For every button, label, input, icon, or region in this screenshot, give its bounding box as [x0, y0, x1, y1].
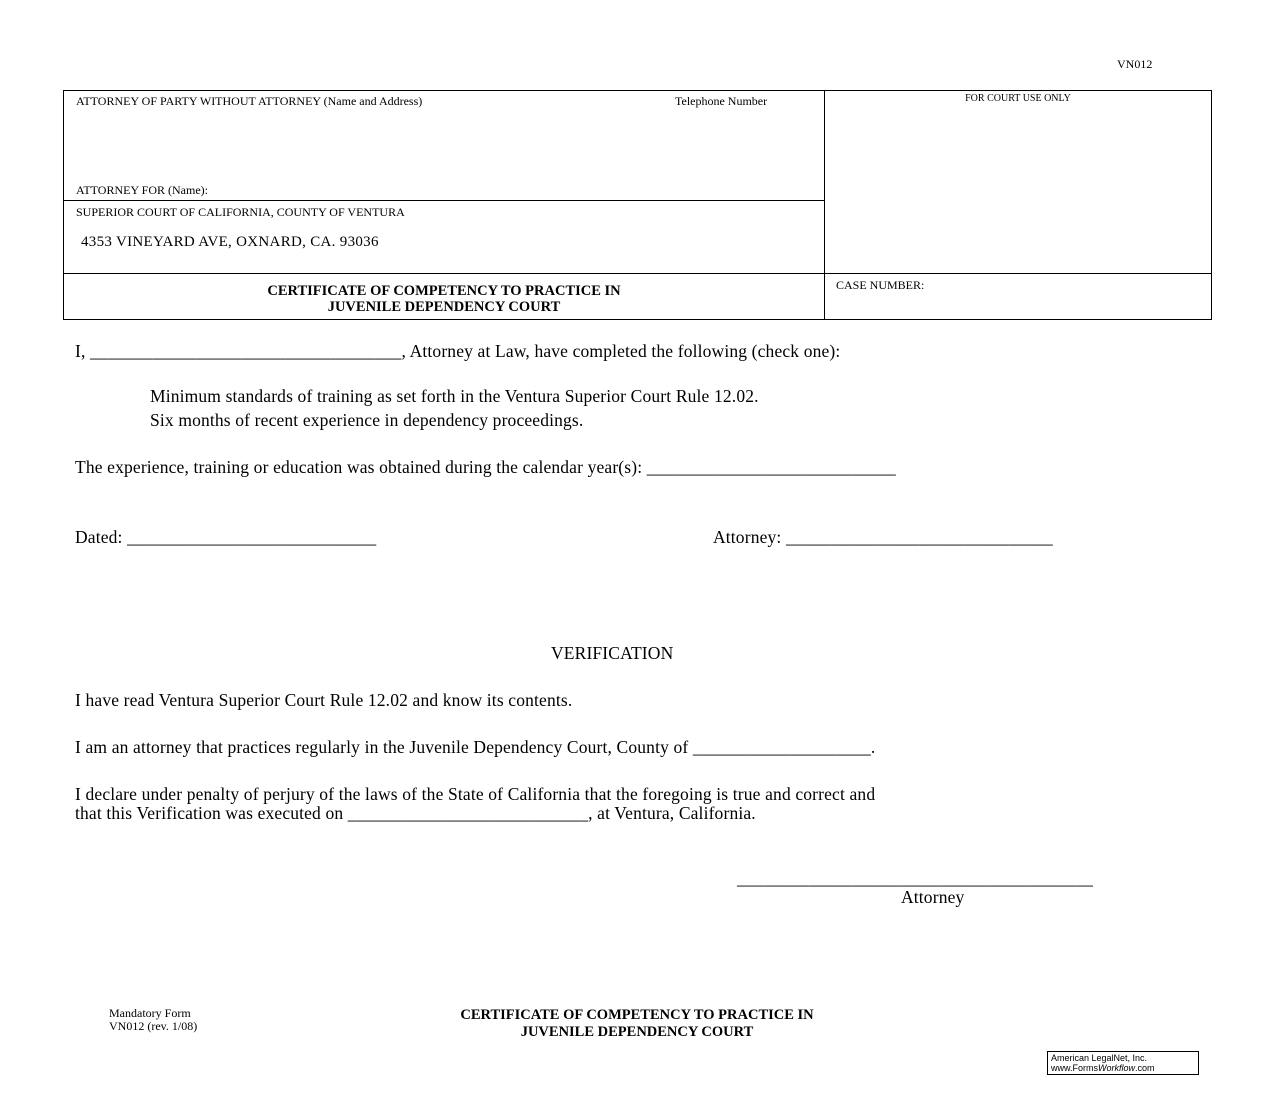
- court-name: SUPERIOR COURT OF CALIFORNIA, COUNTY OF VENTURA: [76, 205, 405, 219]
- publisher-url: [1051, 1063, 1195, 1073]
- footer-title-line1: CERTIFICATE OF COMPETENCY TO PRACTICE IN: [460, 1007, 814, 1023]
- verification-line-county: I am an attorney that practices regularly in the Juvenile Dependency Court, County of ____________________.: [75, 737, 876, 757]
- verification-signature-label: Attorney: [901, 887, 965, 907]
- verification-line-executed: that this Verification was executed on ___________________________, at Ventura, California.: [75, 803, 756, 823]
- case-number-label: CASE NUMBER:: [836, 278, 925, 292]
- form-code: VN012: [1117, 57, 1153, 71]
- verification-line-rule: I have read Ventura Superior Court Rule 12.02 and know its contents.: [75, 690, 573, 710]
- caption-title: [64, 283, 824, 315]
- option-training: Minimum standards of training as set forth in the Ventura Superior Court Rule 12.02.: [150, 386, 759, 406]
- footer-mandatory: Mandatory Form: [109, 1006, 191, 1020]
- caption-divider-attorney: [63, 200, 825, 201]
- caption-divider-vertical: [824, 90, 825, 320]
- publisher-name: American LegalNet, Inc.: [1051, 1053, 1148, 1063]
- attorney-label: ATTORNEY OF PARTY WITHOUT ATTORNEY (Name and Address): [76, 94, 423, 108]
- publisher-url-part3: .com: [1135, 1063, 1155, 1073]
- certificate-intro: I, ___________________________________, Attorney at Law, have completed the following (check one):: [75, 341, 841, 361]
- caption-title-line1: CERTIFICATE OF COMPETENCY TO PRACTICE IN: [267, 283, 621, 299]
- court-use-label: FOR COURT USE ONLY: [965, 93, 1071, 104]
- publisher-logo: [1047, 1051, 1199, 1075]
- publisher-url-part2: Workflow: [1098, 1063, 1136, 1073]
- footer-revision: VN012 (rev. 1/08): [109, 1019, 198, 1033]
- court-address: 4353 VINEYARD AVE, OXNARD, CA. 93036: [81, 234, 379, 250]
- attorney-for-label: ATTORNEY FOR (Name):: [76, 183, 208, 197]
- publisher-url-part1: www.Forms: [1051, 1063, 1098, 1073]
- footer-title: [372, 1007, 902, 1041]
- footer-title-line2: JUVENILE DEPENDENCY COURT: [520, 1024, 754, 1040]
- dated-line: Dated: ____________________________: [75, 527, 377, 547]
- verification-heading: VERIFICATION: [551, 643, 674, 663]
- caption-divider-title: [63, 273, 1212, 274]
- verification-signature-line: ________________________________________: [737, 868, 1093, 888]
- telephone-label: Telephone Number: [675, 94, 768, 108]
- caption-title-line2: JUVENILE DEPENDENCY COURT: [327, 299, 561, 315]
- experience-statement: The experience, training or education was obtained during the calendar year(s): ____________________________: [75, 457, 896, 477]
- option-experience: Six months of recent experience in dependency proceedings.: [150, 410, 584, 430]
- attorney-signature-line: Attorney: ______________________________: [713, 527, 1053, 547]
- verification-line-perjury: I declare under penalty of perjury of the laws of the State of California that the foregoing is true and correct and: [75, 784, 876, 804]
- footer-form-info: [109, 1007, 197, 1033]
